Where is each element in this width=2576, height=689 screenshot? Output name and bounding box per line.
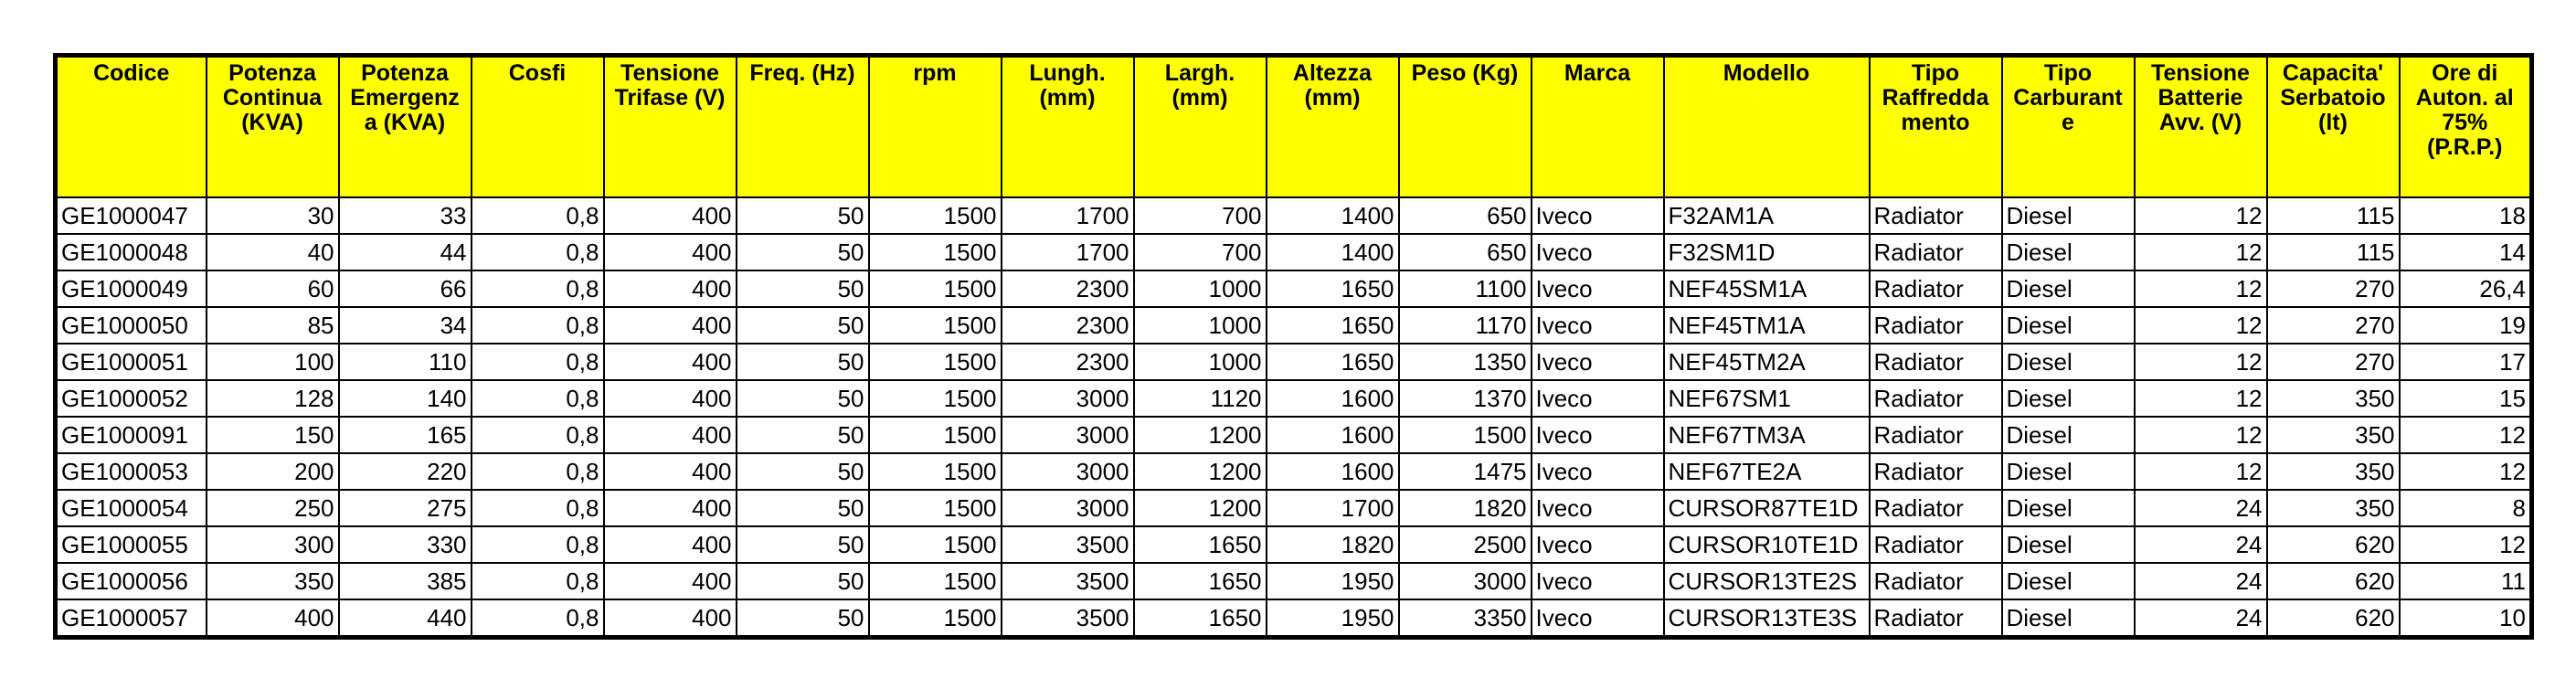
cell-lungh: 3500 bbox=[1002, 563, 1134, 599]
cell-peso: 1350 bbox=[1399, 344, 1532, 380]
header-label: Potenza Continua (KVA) bbox=[222, 60, 323, 135]
cell-alt: 1650 bbox=[1267, 344, 1399, 380]
cell-raff: Radiator bbox=[1870, 563, 2002, 599]
table-row bbox=[56, 270, 2532, 307]
cell-batt: 12 bbox=[2135, 344, 2267, 380]
cell-codice: GE1000048 bbox=[56, 234, 207, 270]
cell-codice: GE1000056 bbox=[56, 563, 207, 599]
cell-tens: 400 bbox=[604, 307, 737, 344]
table-row bbox=[56, 453, 2532, 490]
cell-lungh: 2300 bbox=[1002, 307, 1134, 344]
cell-freq: 50 bbox=[737, 599, 869, 638]
header-carb bbox=[2002, 56, 2135, 197]
cell-marca: Iveco bbox=[1532, 234, 1664, 270]
cell-modello: NEF45TM2A bbox=[1664, 344, 1870, 380]
cell-carb: Diesel bbox=[2002, 417, 2135, 453]
cell-marca: Iveco bbox=[1532, 270, 1664, 307]
cell-marca: Iveco bbox=[1532, 563, 1664, 599]
cell-carb: Diesel bbox=[2002, 197, 2135, 234]
cell-ore: 10 bbox=[2400, 599, 2532, 638]
cell-marca: Iveco bbox=[1532, 417, 1664, 453]
cell-batt: 24 bbox=[2135, 490, 2267, 526]
cell-peso: 1370 bbox=[1399, 380, 1532, 417]
cell-serb: 620 bbox=[2267, 599, 2400, 638]
cell-marca: Iveco bbox=[1532, 526, 1664, 563]
cell-rpm: 1500 bbox=[869, 417, 1002, 453]
cell-largh: 1650 bbox=[1134, 563, 1267, 599]
cell-modello: CURSOR10TE1D bbox=[1664, 526, 1870, 563]
cell-largh: 700 bbox=[1134, 197, 1267, 234]
cell-cosfi: 0,8 bbox=[472, 453, 604, 490]
cell-codice: GE1000053 bbox=[56, 453, 207, 490]
cell-carb: Diesel bbox=[2002, 526, 2135, 563]
header-label: rpm bbox=[913, 60, 957, 86]
cell-tens: 400 bbox=[604, 197, 737, 234]
cell-codice: GE1000051 bbox=[56, 344, 207, 380]
cell-rpm: 1500 bbox=[869, 526, 1002, 563]
cell-codice: GE1000047 bbox=[56, 197, 207, 234]
header-label: Potenza Emergenz a (KVA) bbox=[350, 60, 460, 135]
cell-rpm: 1500 bbox=[869, 490, 1002, 526]
cell-batt: 12 bbox=[2135, 270, 2267, 307]
cell-rpm: 1500 bbox=[869, 344, 1002, 380]
cell-peso: 3000 bbox=[1399, 563, 1532, 599]
table-row bbox=[56, 234, 2532, 270]
cell-codice: GE1000052 bbox=[56, 380, 207, 417]
cell-tens: 400 bbox=[604, 453, 737, 490]
cell-cont: 200 bbox=[207, 453, 339, 490]
cell-serb: 115 bbox=[2267, 234, 2400, 270]
header-tens bbox=[604, 56, 737, 197]
cell-emerg: 220 bbox=[339, 453, 472, 490]
header-largh bbox=[1134, 56, 1267, 197]
cell-cosfi: 0,8 bbox=[472, 234, 604, 270]
cell-marca: Iveco bbox=[1532, 599, 1664, 638]
cell-largh: 1650 bbox=[1134, 526, 1267, 563]
cell-cont: 60 bbox=[207, 270, 339, 307]
cell-cosfi: 0,8 bbox=[472, 526, 604, 563]
cell-batt: 12 bbox=[2135, 453, 2267, 490]
table-row bbox=[56, 380, 2532, 417]
cell-tens: 400 bbox=[604, 344, 737, 380]
header-rpm bbox=[869, 56, 1002, 197]
cell-carb: Diesel bbox=[2002, 563, 2135, 599]
cell-lungh: 3000 bbox=[1002, 490, 1134, 526]
cell-rpm: 1500 bbox=[869, 197, 1002, 234]
cell-peso: 1100 bbox=[1399, 270, 1532, 307]
cell-modello: CURSOR13TE3S bbox=[1664, 599, 1870, 638]
cell-ore: 17 bbox=[2400, 344, 2532, 380]
cell-rpm: 1500 bbox=[869, 307, 1002, 344]
header-freq bbox=[737, 56, 869, 197]
cell-cosfi: 0,8 bbox=[472, 380, 604, 417]
cell-tens: 400 bbox=[604, 526, 737, 563]
header-label: Ore di Auton. al 75% (P.R.P.) bbox=[2415, 60, 2514, 160]
table-row bbox=[56, 417, 2532, 453]
cell-rpm: 1500 bbox=[869, 453, 1002, 490]
cell-serb: 270 bbox=[2267, 307, 2400, 344]
cell-cosfi: 0,8 bbox=[472, 344, 604, 380]
cell-raff: Radiator bbox=[1870, 234, 2002, 270]
cell-ore: 14 bbox=[2400, 234, 2532, 270]
cell-ore: 18 bbox=[2400, 197, 2532, 234]
cell-cont: 150 bbox=[207, 417, 339, 453]
cell-freq: 50 bbox=[737, 490, 869, 526]
header-peso bbox=[1399, 56, 1532, 197]
cell-freq: 50 bbox=[737, 563, 869, 599]
cell-marca: Iveco bbox=[1532, 307, 1664, 344]
cell-serb: 620 bbox=[2267, 526, 2400, 563]
cell-cont: 300 bbox=[207, 526, 339, 563]
cell-emerg: 34 bbox=[339, 307, 472, 344]
cell-ore: 12 bbox=[2400, 453, 2532, 490]
cell-freq: 50 bbox=[737, 453, 869, 490]
cell-freq: 50 bbox=[737, 270, 869, 307]
cell-carb: Diesel bbox=[2002, 234, 2135, 270]
cell-batt: 24 bbox=[2135, 599, 2267, 638]
cell-raff: Radiator bbox=[1870, 197, 2002, 234]
cell-alt: 1600 bbox=[1267, 453, 1399, 490]
header-label: Lungh. (mm) bbox=[1029, 60, 1106, 111]
cell-cosfi: 0,8 bbox=[472, 197, 604, 234]
cell-alt: 1700 bbox=[1267, 490, 1399, 526]
cell-largh: 1000 bbox=[1134, 344, 1267, 380]
cell-ore: 11 bbox=[2400, 563, 2532, 599]
cell-codice: GE1000054 bbox=[56, 490, 207, 526]
header-label: Tensione Trifase (V) bbox=[614, 60, 726, 111]
table-row bbox=[56, 344, 2532, 380]
cell-largh: 1120 bbox=[1134, 380, 1267, 417]
cell-raff: Radiator bbox=[1870, 344, 2002, 380]
cell-alt: 1400 bbox=[1267, 197, 1399, 234]
cell-tens: 400 bbox=[604, 599, 737, 638]
cell-freq: 50 bbox=[737, 417, 869, 453]
cell-largh: 1650 bbox=[1134, 599, 1267, 638]
cell-serb: 350 bbox=[2267, 490, 2400, 526]
cell-rpm: 1500 bbox=[869, 270, 1002, 307]
cell-modello: F32SM1D bbox=[1664, 234, 1870, 270]
cell-batt: 24 bbox=[2135, 563, 2267, 599]
cell-tens: 400 bbox=[604, 490, 737, 526]
cell-freq: 50 bbox=[737, 380, 869, 417]
cell-alt: 1950 bbox=[1267, 563, 1399, 599]
header-label: Tensione Batterie Avv. (V) bbox=[2151, 60, 2250, 135]
cell-cosfi: 0,8 bbox=[472, 563, 604, 599]
header-cosfi bbox=[472, 56, 604, 197]
cell-tens: 400 bbox=[604, 417, 737, 453]
cell-largh: 1000 bbox=[1134, 307, 1267, 344]
cell-ore: 12 bbox=[2400, 526, 2532, 563]
cell-freq: 50 bbox=[737, 307, 869, 344]
cell-largh: 1200 bbox=[1134, 490, 1267, 526]
cell-batt: 12 bbox=[2135, 380, 2267, 417]
cell-marca: Iveco bbox=[1532, 490, 1664, 526]
cell-emerg: 275 bbox=[339, 490, 472, 526]
cell-tens: 400 bbox=[604, 270, 737, 307]
cell-alt: 1950 bbox=[1267, 599, 1399, 638]
cell-carb: Diesel bbox=[2002, 307, 2135, 344]
cell-codice: GE1000057 bbox=[56, 599, 207, 638]
cell-lungh: 3500 bbox=[1002, 526, 1134, 563]
header-alt bbox=[1267, 56, 1399, 197]
cell-emerg: 44 bbox=[339, 234, 472, 270]
cell-marca: Iveco bbox=[1532, 344, 1664, 380]
cell-peso: 650 bbox=[1399, 234, 1532, 270]
header-raff bbox=[1870, 56, 2002, 197]
cell-tens: 400 bbox=[604, 234, 737, 270]
cell-alt: 1820 bbox=[1267, 526, 1399, 563]
cell-ore: 15 bbox=[2400, 380, 2532, 417]
header-row bbox=[56, 56, 2532, 197]
cell-largh: 700 bbox=[1134, 234, 1267, 270]
header-cont bbox=[207, 56, 339, 197]
cell-cont: 250 bbox=[207, 490, 339, 526]
table-row bbox=[56, 526, 2532, 563]
header-label: Codice bbox=[93, 60, 170, 86]
cell-cont: 30 bbox=[207, 197, 339, 234]
header-ore bbox=[2400, 56, 2532, 197]
cell-emerg: 66 bbox=[339, 270, 472, 307]
header-label: Marca bbox=[1564, 60, 1631, 86]
cell-alt: 1600 bbox=[1267, 380, 1399, 417]
cell-cosfi: 0,8 bbox=[472, 307, 604, 344]
cell-lungh: 3000 bbox=[1002, 417, 1134, 453]
cell-emerg: 165 bbox=[339, 417, 472, 453]
cell-raff: Radiator bbox=[1870, 380, 2002, 417]
cell-serb: 350 bbox=[2267, 453, 2400, 490]
cell-tens: 400 bbox=[604, 563, 737, 599]
cell-alt: 1600 bbox=[1267, 417, 1399, 453]
cell-largh: 1000 bbox=[1134, 270, 1267, 307]
header-label: Freq. (Hz) bbox=[749, 60, 855, 86]
cell-serb: 270 bbox=[2267, 270, 2400, 307]
cell-peso: 1820 bbox=[1399, 490, 1532, 526]
cell-carb: Diesel bbox=[2002, 344, 2135, 380]
table-row bbox=[56, 307, 2532, 344]
cell-cont: 85 bbox=[207, 307, 339, 344]
cell-rpm: 1500 bbox=[869, 380, 1002, 417]
header-serb bbox=[2267, 56, 2400, 197]
cell-modello: CURSOR13TE2S bbox=[1664, 563, 1870, 599]
cell-peso: 2500 bbox=[1399, 526, 1532, 563]
cell-cosfi: 0,8 bbox=[472, 417, 604, 453]
cell-emerg: 33 bbox=[339, 197, 472, 234]
header-label: Peso (Kg) bbox=[1411, 60, 1519, 86]
cell-rpm: 1500 bbox=[869, 563, 1002, 599]
cell-raff: Radiator bbox=[1870, 307, 2002, 344]
header-modello bbox=[1664, 56, 1870, 197]
cell-peso: 3350 bbox=[1399, 599, 1532, 638]
table-row bbox=[56, 197, 2532, 234]
header-emerg bbox=[339, 56, 472, 197]
cell-codice: GE1000049 bbox=[56, 270, 207, 307]
cell-ore: 19 bbox=[2400, 307, 2532, 344]
cell-emerg: 385 bbox=[339, 563, 472, 599]
cell-raff: Radiator bbox=[1870, 270, 2002, 307]
cell-peso: 650 bbox=[1399, 197, 1532, 234]
cell-carb: Diesel bbox=[2002, 453, 2135, 490]
cell-marca: Iveco bbox=[1532, 197, 1664, 234]
cell-codice: GE1000050 bbox=[56, 307, 207, 344]
header-label: Cosfi bbox=[508, 60, 567, 86]
header-marca bbox=[1532, 56, 1664, 197]
cell-carb: Diesel bbox=[2002, 380, 2135, 417]
header-label: Modello bbox=[1723, 60, 1810, 86]
table-row bbox=[56, 490, 2532, 526]
cell-raff: Radiator bbox=[1870, 417, 2002, 453]
cell-tens: 400 bbox=[604, 380, 737, 417]
cell-alt: 1650 bbox=[1267, 307, 1399, 344]
cell-cont: 40 bbox=[207, 234, 339, 270]
cell-cont: 400 bbox=[207, 599, 339, 638]
cell-freq: 50 bbox=[737, 234, 869, 270]
cell-raff: Radiator bbox=[1870, 453, 2002, 490]
table-row bbox=[56, 599, 2532, 638]
cell-batt: 24 bbox=[2135, 526, 2267, 563]
cell-alt: 1400 bbox=[1267, 234, 1399, 270]
table-row bbox=[56, 563, 2532, 599]
cell-carb: Diesel bbox=[2002, 599, 2135, 638]
cell-serb: 620 bbox=[2267, 563, 2400, 599]
cell-raff: Radiator bbox=[1870, 599, 2002, 638]
cell-emerg: 110 bbox=[339, 344, 472, 380]
cell-lungh: 1700 bbox=[1002, 234, 1134, 270]
cell-largh: 1200 bbox=[1134, 453, 1267, 490]
cell-lungh: 1700 bbox=[1002, 197, 1134, 234]
cell-batt: 12 bbox=[2135, 417, 2267, 453]
cell-modello: NEF67TM3A bbox=[1664, 417, 1870, 453]
cell-modello: NEF45TM1A bbox=[1664, 307, 1870, 344]
cell-lungh: 2300 bbox=[1002, 344, 1134, 380]
cell-cont: 128 bbox=[207, 380, 339, 417]
header-label: Tipo Carburant e bbox=[2013, 60, 2123, 135]
cell-cosfi: 0,8 bbox=[472, 270, 604, 307]
header-codice bbox=[56, 56, 207, 197]
cell-carb: Diesel bbox=[2002, 490, 2135, 526]
cell-peso: 1500 bbox=[1399, 417, 1532, 453]
header-label: Largh. (mm) bbox=[1164, 60, 1235, 111]
cell-modello: NEF67SM1 bbox=[1664, 380, 1870, 417]
cell-batt: 12 bbox=[2135, 197, 2267, 234]
cell-modello: NEF67TE2A bbox=[1664, 453, 1870, 490]
cell-freq: 50 bbox=[737, 197, 869, 234]
cell-ore: 8 bbox=[2400, 490, 2532, 526]
cell-emerg: 440 bbox=[339, 599, 472, 638]
cell-serb: 350 bbox=[2267, 380, 2400, 417]
generator-spec-table bbox=[53, 53, 2534, 640]
cell-ore: 26,4 bbox=[2400, 270, 2532, 307]
cell-serb: 115 bbox=[2267, 197, 2400, 234]
cell-rpm: 1500 bbox=[869, 599, 1002, 638]
cell-modello: CURSOR87TE1D bbox=[1664, 490, 1870, 526]
cell-cosfi: 0,8 bbox=[472, 490, 604, 526]
cell-batt: 12 bbox=[2135, 234, 2267, 270]
header-label: Capacita' Serbatoio (lt) bbox=[2280, 60, 2386, 135]
cell-serb: 350 bbox=[2267, 417, 2400, 453]
cell-lungh: 2300 bbox=[1002, 270, 1134, 307]
cell-emerg: 140 bbox=[339, 380, 472, 417]
cell-cosfi: 0,8 bbox=[472, 599, 604, 638]
cell-modello: F32AM1A bbox=[1664, 197, 1870, 234]
cell-batt: 12 bbox=[2135, 307, 2267, 344]
cell-peso: 1170 bbox=[1399, 307, 1532, 344]
header-label: Tipo Raffredda mento bbox=[1882, 60, 1989, 135]
cell-lungh: 3500 bbox=[1002, 599, 1134, 638]
cell-peso: 1475 bbox=[1399, 453, 1532, 490]
cell-freq: 50 bbox=[737, 526, 869, 563]
cell-emerg: 330 bbox=[339, 526, 472, 563]
cell-lungh: 3000 bbox=[1002, 380, 1134, 417]
cell-raff: Radiator bbox=[1870, 490, 2002, 526]
table-body bbox=[56, 197, 2532, 638]
header-lungh bbox=[1002, 56, 1134, 197]
cell-ore: 12 bbox=[2400, 417, 2532, 453]
cell-codice: GE1000091 bbox=[56, 417, 207, 453]
cell-carb: Diesel bbox=[2002, 270, 2135, 307]
cell-alt: 1650 bbox=[1267, 270, 1399, 307]
header-label: Altezza (mm) bbox=[1292, 60, 1373, 111]
cell-codice: GE1000055 bbox=[56, 526, 207, 563]
cell-marca: Iveco bbox=[1532, 453, 1664, 490]
cell-lungh: 3000 bbox=[1002, 453, 1134, 490]
header-batt bbox=[2135, 56, 2267, 197]
cell-raff: Radiator bbox=[1870, 526, 2002, 563]
cell-modello: NEF45SM1A bbox=[1664, 270, 1870, 307]
cell-rpm: 1500 bbox=[869, 234, 1002, 270]
cell-serb: 270 bbox=[2267, 344, 2400, 380]
cell-largh: 1200 bbox=[1134, 417, 1267, 453]
cell-marca: Iveco bbox=[1532, 380, 1664, 417]
cell-cont: 350 bbox=[207, 563, 339, 599]
cell-freq: 50 bbox=[737, 344, 869, 380]
cell-cont: 100 bbox=[207, 344, 339, 380]
